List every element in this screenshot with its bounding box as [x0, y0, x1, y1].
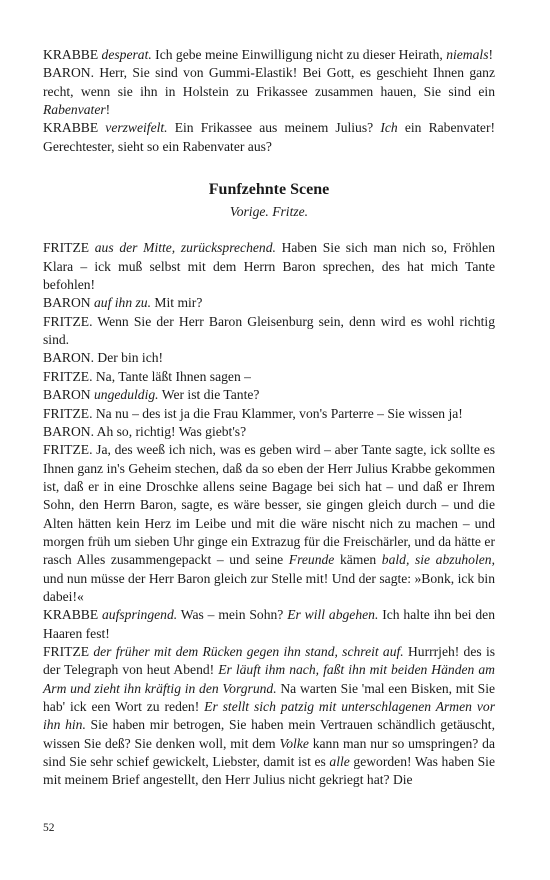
dialogue-line	[43, 405, 495, 423]
dialogue-text: Ein Frikassee aus meinem Julius?	[167, 120, 381, 136]
stage-direction: Er läuft ihm nach, faßt ihn mit beiden Händen am Arm und zieht ihn kräftig in den Vorgrund.	[43, 662, 495, 696]
dialogue-text: FRITZE. Ja, des weeß ich nich, was es geben wird – aber Tante sagte, ick sollte es Ihnen ganz in's Geheim stechen, daß da so eben der Herr Julius Krabbe gekommen ist, daß er in eine Droschke allens seine Bagage bei sich hat – und daß er Ihrem Sohn, den Herrn Baron, sagte, es wäre besser, sie gingen gleich durch – und die Alten hätten kein Herz im Leibe und mit die wäre nischt nich zu machen – und morgen früh um sieben Uhr ginge ein Extrazug für die Freischärler, und da hätte er rasch Alles zusammengepackt – und seine	[43, 442, 495, 568]
dialogue-line	[43, 294, 495, 312]
dialogue-text: Was – mein Sohn?	[177, 607, 288, 623]
dialogue-text: , und nun müsse der Herr Baron gleich zur Stelle mit! Und der sagte: »Bonk, ick bin dabei!«	[43, 552, 495, 604]
dialogue-text: FRITZE	[43, 643, 94, 659]
stage-direction: desperat.	[101, 47, 152, 62]
stage-direction: ungeduldig.	[93, 387, 159, 403]
dialogue-line	[43, 119, 495, 156]
dialogue-text: geworden! Was haben Sie mit meinem Brief angestellt, den Herr Julius nicht gekriegt hat? Die	[43, 754, 495, 788]
stage-direction: auf ihn zu.	[93, 295, 152, 311]
dialogue-text: KRABBE	[43, 47, 102, 62]
dialogue-text: Hurrrjeh! des is der Telegraph von heut Abend!	[43, 643, 496, 678]
dialogue-line	[43, 368, 495, 386]
dialogue-before-scene	[43, 46, 495, 156]
dialogue-text: ein Rabenvater! Gerechtester, sieht so ein Rabenvater aus?	[43, 120, 495, 154]
stage-direction: niemals	[446, 47, 489, 62]
dialogue-line	[43, 441, 495, 606]
dialogue-text: !	[488, 47, 494, 62]
stage-direction: Volke	[279, 735, 309, 751]
stage-direction: bald, sie abzuholen	[381, 552, 492, 568]
scene-characters: Vorige. Fritze.	[229, 204, 309, 220]
dialogue-text: !	[105, 102, 111, 118]
page-number: 52	[43, 822, 55, 834]
stage-direction: der früher mit dem Rücken gegen ihn stand, schreit auf.	[93, 643, 404, 659]
dialogue-text: FRITZE	[43, 240, 95, 256]
dialogue-line	[43, 386, 495, 404]
dialogue-text: BARON. Herr, Sie sind von Gummi-Elastik! Bei Gott, es geschieht Ihnen ganz recht, wenn sie ihn in Holstein zu Frikassee zusammen hauen, Sie sind ein	[43, 65, 495, 99]
stage-direction: alle	[329, 754, 350, 770]
dialogue-text: KRABBE	[43, 120, 106, 136]
dialogue-text: FRITZE. Wenn Sie der Herr Baron Gleisenburg sein, denn wird es wohl richtig sind.	[43, 313, 495, 348]
dialogue-line	[43, 239, 495, 294]
dialogue-text: KRABBE	[43, 607, 102, 623]
dialogue-line	[43, 606, 495, 643]
scene-heading: Funfzehnte Scene	[208, 181, 330, 199]
dialogue-text: Wer ist die Tante?	[158, 387, 260, 403]
dialogue-text: kämen	[334, 552, 382, 568]
dialogue-line	[43, 349, 495, 367]
stage-direction: verzweifelt.	[105, 120, 168, 136]
dialogue-scene-fifteen	[43, 239, 495, 789]
dialogue-line	[43, 643, 495, 790]
dialogue-line	[43, 46, 495, 64]
dialogue-text: BARON. Ah so, richtig! Was giebt's?	[43, 423, 247, 439]
dialogue-line	[43, 423, 495, 441]
dialogue-text: FRITZE. Na, Tante läßt Ihnen sagen –	[43, 368, 251, 384]
stage-direction: Er stellt sich patzig mit unterschlagenen Armen vor ihn hin.	[43, 699, 495, 733]
stage-direction: Ich	[380, 120, 398, 136]
stage-direction: aus der Mitte, zurücksprechend.	[94, 240, 276, 256]
dialogue-text: Mit mir?	[151, 295, 203, 311]
stage-direction: Er will abgehen.	[287, 607, 379, 623]
dialogue-text: BARON. Der bin ich!	[43, 350, 164, 366]
dialogue-text: kann man nur so umspringen? da sind Sie sehr schief gewickelt, Liebster, damit ist es	[43, 735, 495, 770]
dialogue-text: Na warten Sie 'mal een Bisken, mit Sie hab' ick een Wort zu reden!	[43, 680, 496, 714]
dialogue-text: BARON	[43, 387, 94, 403]
stage-direction: aufspringend.	[102, 607, 178, 623]
dialogue-line	[43, 64, 495, 119]
dialogue-text: Ich halte ihn bei den Haaren fest!	[43, 607, 495, 641]
dialogue-line	[43, 313, 495, 350]
stage-direction: Freunde	[288, 552, 335, 568]
dialogue-text: Haben Sie sich man nich so, Fröhlen Klara – ick muß selbst mit dem Herrn Baron sprechen, des hat mich Tante befohlen!	[43, 240, 495, 293]
dialogue-text: Ich gebe meine Einwilligung nicht zu dieser Heirath,	[151, 47, 447, 62]
stage-direction: Rabenvater	[43, 102, 106, 118]
dialogue-text: Sie haben mir betrogen, Sie haben mein Vertrauen schändlich getäuscht, wissen Sie deß? Sie denken woll, mit dem	[43, 717, 495, 751]
dialogue-text: FRITZE. Na nu – des ist ja die Frau Klammer, von's Parterre – Sie wissen ja!	[43, 405, 463, 421]
dialogue-text: BARON	[43, 295, 94, 311]
book-page	[43, 46, 495, 790]
